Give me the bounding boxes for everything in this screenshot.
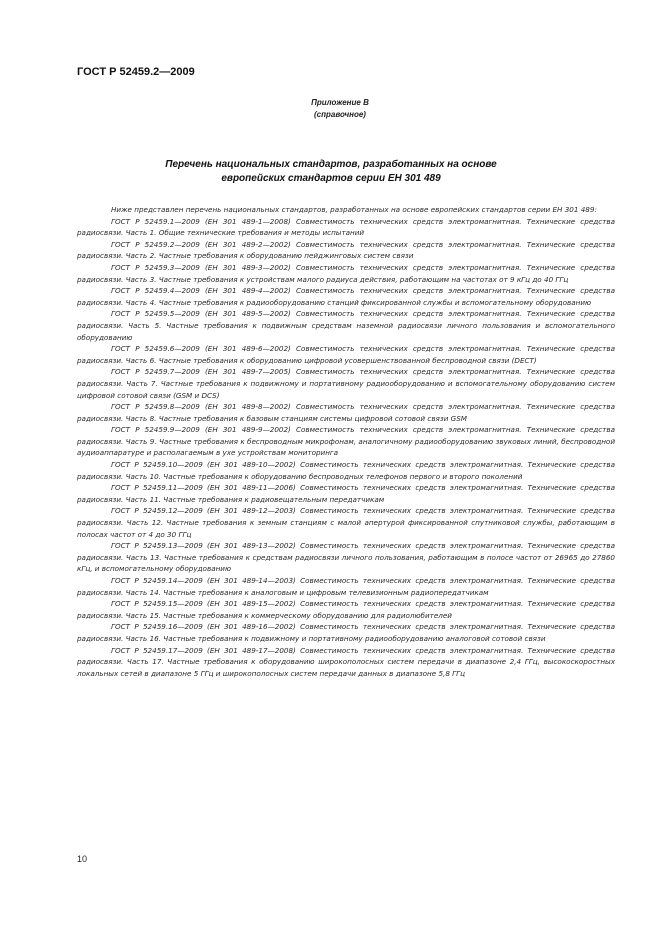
intro-paragraph: Ниже представлен перечень национальных стандартов, разработанных на основе европейских стандартов серии ЕН 301 489: (111, 205, 597, 214)
section-title-line-2: европейских стандартов серии ЕН 301 489 (221, 173, 441, 184)
standard-entry: ГОСТ Р 52459.6—2009 (ЕН 301 489-6—2002) Совместимость технических средств электромагнитная. Технические средства радиосвязи. Часть 6. Частные требования к оборудованию цифровой усовершенствованной беспроводной связи (DECT) (77, 344, 615, 365)
standard-entry: ГОСТ Р 52459.10—2009 (ЕН 301 489-10—2002) Совместимость технических средств электромагнитная. Технические средства радиосвязи. Часть 10. Частные требования к оборудованию беспроводных телефонов первого и второго поколений (77, 460, 615, 481)
standard-entry: ГОСТ Р 52459.4—2009 (ЕН 301 489-4—2002) Совместимость технических средств электромагнитная. Технические средства радиосвязи. Часть 4. Частные требования к радиооборудованию станций фиксированной службы и вспомогательному оборудованию (77, 286, 615, 307)
standard-entry: ГОСТ Р 52459.1—2009 (ЕН 301 489-1—2008) Совместимость технических средств электромагнитная. Технические средства радиосвязи. Часть 1. Общие технические требования и методы испытаний (77, 216, 615, 238)
standard-entry: ГОСТ Р 52459.12—2009 (ЕН 301 489-12—2003) Совместимость технических средств электромагнитная. Технические средства радиосвязи. Часть 12. Частные требования к земным станциям с малой апертурой фиксированной спутниковой службы, работающим в полосах частот от 4 до 30 ГГц (77, 506, 615, 539)
standard-entry: ГОСТ Р 52459.14—2009 (ЕН 301 489-14—2003) Совместимость технических средств электромагнитная. Технические средства радиосвязи. Часть 14. Частные требования к аналоговым и цифровым телевизионным радиопередатчикам (77, 576, 615, 597)
standard-entry: ГОСТ Р 52459.11—2009 (ЕН 301 489-11—2006) Совместимость технических средств электромагнитная. Технические средства радиосвязи. Часть 11. Частные требования к радиовещательным передатчикам (77, 483, 615, 504)
standard-entry: ГОСТ Р 52459.2—2009 (ЕН 301 489-2—2002) Совместимость технических средств электромагнитная. Технические средства радиосвязи. Часть 2. Частные требования к оборудованию пейджинговых систем связи (77, 239, 615, 261)
document-header: ГОСТ Р 52459.2—2009 (77, 66, 195, 78)
annex-title: Приложение В (311, 98, 369, 107)
standard-entry: ГОСТ Р 52459.7—2009 (ЕН 301 489-7—2005) Совместимость технических средств электромагнитная. Технические средства радиосвязи. Часть 7. Частные требования к подвижному и портативному радиооборудованию и вспомогательному оборудованию систем цифровой сотовой связи (GSM и DCS) (77, 367, 615, 400)
page-number: 10 (77, 854, 88, 864)
standard-entry: ГОСТ Р 52459.16—2009 (ЕН 301 489-16—2002) Совместимость технических средств электромагнитная. Технические средства радиосвязи. Часть 16. Частные требования к подвижному и портативному радиооборудованию аналоговой сотовой связи (77, 622, 615, 643)
standard-entry: ГОСТ Р 52459.9—2009 (ЕН 301 489-9—2002) Совместимость технических средств электромагнитная. Технические средства радиосвязи. Часть 9. Частные требования к беспроводным микрофонам, аналогичному радиооборудованию звуковых линий, беспроводной аудиоаппаратуре и располагаемым в ухе устройствам мониторинга (77, 425, 615, 458)
standard-entry: ГОСТ Р 52459.13—2009 (ЕН 301 489-13—2002) Совместимость технических средств электромагнитная. Технические средства радиосвязи. Часть 13. Частные требования к средствам радиосвязи личного пользования, работающим в полосе частот от 26965 до 27860 кГц, и вспомогательному оборудованию (77, 541, 615, 574)
standard-entry: ГОСТ Р 52459.5—2009 (ЕН 301 489-5—2002) Совместимость технических средств электромагнитная. Технические средства радиосвязи. Часть 5. Частные требования к подвижным средствам наземной радиосвязи личного пользования и вспомогательного оборудованию (77, 309, 615, 342)
standard-entry: ГОСТ Р 52459.17—2009 (ЕН 301 489-17—2008) Совместимость технических средств электромагнитная. Технические средства радиосвязи. Часть 17. Частные требования к оборудованию широкополосных систем передачи в диапазоне 2,4 ГГц, высокоскоростных локальных сетей в диапазоне 5 ГГц и широкополосных систем передачи данных в диапазоне 5,8 ГГц (77, 645, 615, 678)
standard-entry: ГОСТ Р 52459.8—2009 (ЕН 301 489-8—2002) Совместимость технических средств электромагнитная. Технические средства радиосвязи. Часть 8. Частные требования к базовым станциям системы цифровой сотовой связи GSM (77, 402, 615, 423)
section-title-line-1: Перечень национальных стандартов, разработанных на основе (165, 159, 497, 170)
standard-entry: ГОСТ Р 52459.3—2009 (ЕН 301 489-3—2002) Совместимость технических средств электромагнитная. Технические средства радиосвязи. Часть 3. Частные требования к устройствам малого радиуса действия, работающим на частотах от 9 кГц до 40 ГГц (77, 262, 615, 284)
annex-status: (справочное) (314, 110, 366, 119)
standard-entry: ГОСТ Р 52459.15—2009 (ЕН 301 489-15—2002) Совместимость технических средств электромагнитная. Технические средства радиосвязи. Часть 15. Частные требования к коммерческому оборудованию для радиолюбителей (77, 599, 615, 620)
document-body (77, 204, 615, 679)
